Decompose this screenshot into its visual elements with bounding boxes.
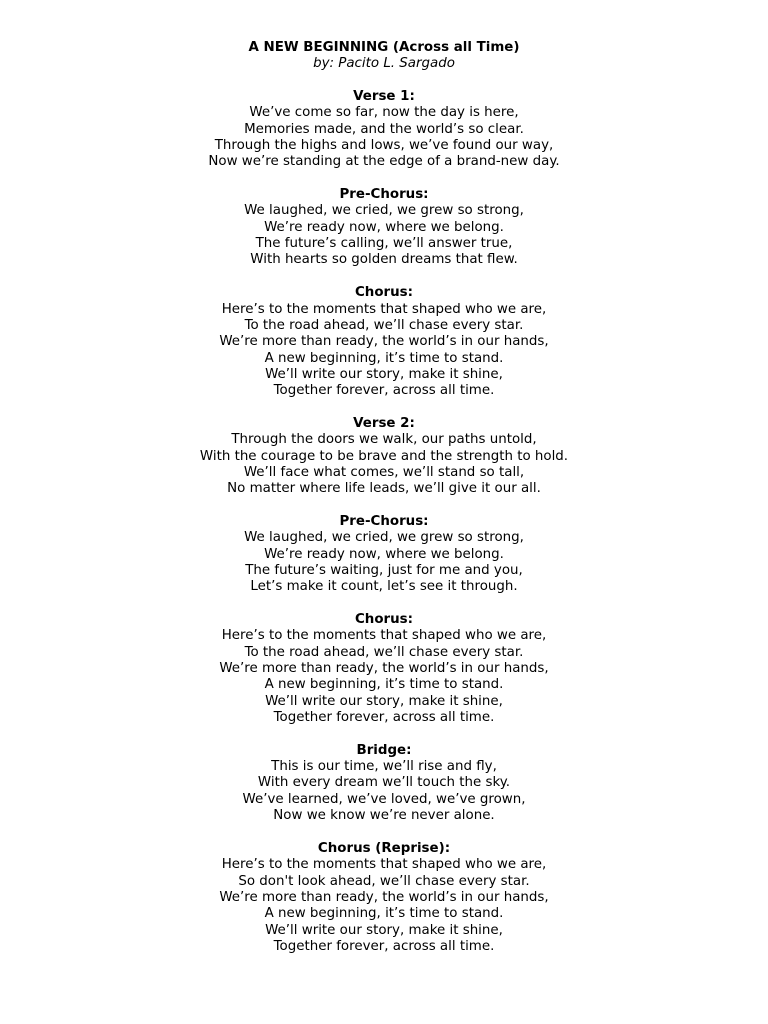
- lyric-line: With the courage to be brave and the strength to hold.: [199, 448, 569, 464]
- document-page: [0, 40, 768, 955]
- lyric-line: We’ve learned, we’ve loved, we’ve grown,: [242, 791, 526, 807]
- lyric-line: We’re more than ready, the world’s in our hands,: [219, 661, 549, 677]
- section-heading: Bridge:: [356, 742, 412, 758]
- lyric-line: So don't look ahead, we’ll chase every star.: [238, 873, 530, 889]
- lyric-line: Together forever, across all time.: [273, 383, 495, 399]
- lyric-line: We’ve come so far, now the day is here,: [249, 105, 519, 121]
- lyrics-section: [0, 416, 768, 498]
- section-heading: Pre-Chorus:: [339, 187, 429, 203]
- lyric-line: The future’s calling, we’ll answer true,: [255, 236, 513, 252]
- lyric-line: We’re ready now, where we belong.: [264, 219, 504, 235]
- lyric-line: Now we know we’re never alone.: [273, 808, 495, 824]
- lyric-line: To the road ahead, we’ll chase every star.: [244, 317, 524, 333]
- lyric-line: Let’s make it count, let’s see it through.: [250, 579, 518, 595]
- lyric-line: We’ll write our story, make it shine,: [265, 922, 503, 938]
- lyrics-section: [0, 285, 768, 399]
- lyric-line: Through the doors we walk, our paths untold,: [231, 432, 537, 448]
- lyric-line: To the road ahead, we’ll chase every star.: [244, 644, 524, 660]
- lyric-line: We’re more than ready, the world’s in our hands,: [219, 889, 549, 905]
- section-heading: Chorus:: [354, 285, 414, 301]
- lyrics-body: [0, 89, 768, 955]
- lyric-line: Together forever, across all time.: [273, 710, 495, 726]
- document-author: by: Pacito L. Sargado: [313, 56, 455, 72]
- lyrics-section: [0, 841, 768, 955]
- lyrics-section: [0, 187, 768, 269]
- lyric-line: We laughed, we cried, we grew so strong,: [244, 203, 524, 219]
- lyric-line: We’ll write our story, make it shine,: [265, 366, 503, 382]
- lyrics-section: [0, 89, 768, 171]
- lyrics-section: [0, 612, 768, 726]
- lyric-line: This is our time, we’ll rise and fly,: [271, 759, 497, 775]
- lyric-line: A new beginning, it’s time to stand.: [264, 350, 504, 366]
- lyrics-section: [0, 743, 768, 825]
- lyric-line: Here’s to the moments that shaped who we are,: [221, 628, 547, 644]
- lyric-line: We’ll write our story, make it shine,: [265, 693, 503, 709]
- lyric-line: We laughed, we cried, we grew so strong,: [244, 530, 524, 546]
- section-heading: Verse 2:: [353, 415, 415, 431]
- section-heading: Pre-Chorus:: [339, 513, 429, 529]
- lyric-line: No matter where life leads, we’ll give it our all.: [227, 481, 541, 497]
- lyric-line: The future’s waiting, just for me and you,: [245, 563, 523, 578]
- lyric-line: Here’s to the moments that shaped who we are,: [221, 301, 547, 317]
- section-heading: Chorus:: [354, 612, 414, 628]
- lyric-line: Memories made, and the world’s so clear.: [244, 121, 524, 137]
- lyric-line: We’re ready now, where we belong.: [264, 546, 504, 562]
- lyrics-section: [0, 514, 768, 596]
- document-title: A NEW BEGINNING (Across all Time): [248, 40, 520, 55]
- lyric-line: With every dream we’ll touch the sky.: [257, 775, 511, 791]
- section-heading: Verse 1:: [353, 89, 415, 105]
- lyric-line: A new beginning, it’s time to stand.: [264, 906, 504, 922]
- lyric-line: We’re more than ready, the world’s in our hands,: [219, 334, 549, 350]
- lyric-line: A new beginning, it’s time to stand.: [264, 677, 504, 693]
- lyric-line: We’ll face what comes, we’ll stand so tall,: [243, 464, 525, 480]
- lyric-line: Here’s to the moments that shaped who we are,: [221, 857, 547, 873]
- lyric-line: Now we’re standing at the edge of a brand-new day.: [208, 154, 560, 170]
- lyric-line: With hearts so golden dreams that flew.: [250, 252, 518, 268]
- section-heading: Chorus (Reprise):: [317, 840, 451, 856]
- lyric-line: Through the highs and lows, we’ve found our way,: [214, 138, 554, 154]
- lyric-line: Together forever, across all time.: [273, 938, 495, 954]
